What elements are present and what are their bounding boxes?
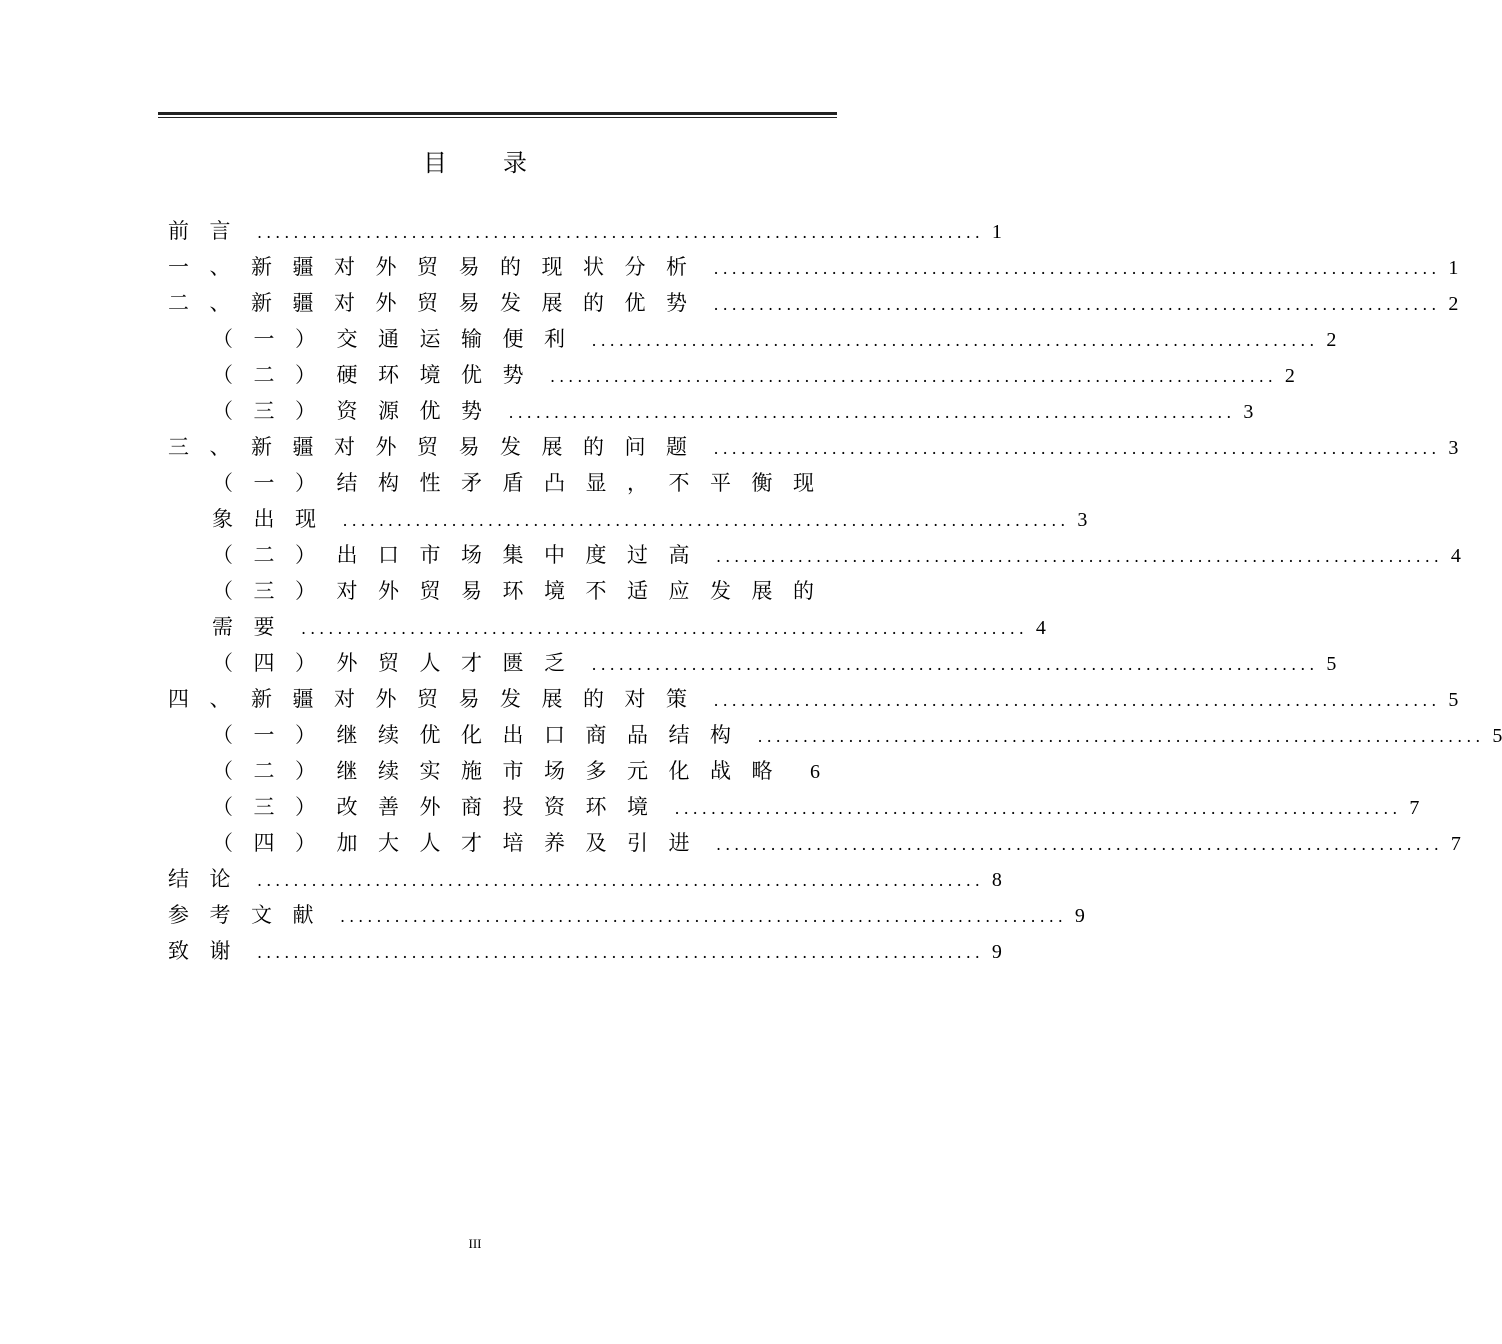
toc-entry-label: （二）继续实施市场多元化战略 xyxy=(212,759,793,783)
toc-entry-label: 一、新疆对外贸易的现状分析 xyxy=(168,255,708,279)
toc-entry-page: 5 xyxy=(1448,689,1459,711)
toc-leader-dots: ................................................................................ xyxy=(508,403,1236,422)
toc-entry[interactable] xyxy=(168,249,1459,285)
toc-entry-page: 7 xyxy=(1450,833,1461,855)
toc-leader-dots: ................................................................................ xyxy=(340,907,1067,926)
toc-entry[interactable] xyxy=(168,681,1459,717)
toc-entry-page: 9 xyxy=(1074,905,1085,927)
toc-entry-label: 三、新疆对外贸易发展的问题 xyxy=(168,435,708,459)
toc-entry-page: 2 xyxy=(1284,365,1295,387)
table-of-contents xyxy=(168,213,1502,969)
toc-entry[interactable] xyxy=(168,501,1088,537)
toc-leader-dots: ................................................................................ xyxy=(674,799,1402,818)
toc-entry-page: 3 xyxy=(1448,437,1459,459)
toc-entry-label: （一）交通运输便利 xyxy=(212,327,586,351)
toc-entry-label: （三）对外贸易环境不适应发展的 xyxy=(212,579,835,603)
toc-entry-page: 5 xyxy=(1326,653,1337,675)
toc-entry-label: 二、新疆对外贸易发展的优势 xyxy=(168,291,708,315)
toc-entry-label: （一）结构性矛盾凸显，不平衡现 xyxy=(212,471,835,495)
toc-leader-dots: ................................................................................ xyxy=(757,727,1485,746)
toc-leader-dots: ................................................................................ xyxy=(257,871,984,890)
toc-entry-page: 5 xyxy=(1492,725,1502,747)
toc-entry-label: （二）硬环境优势 xyxy=(212,363,544,387)
toc-entry-page: 3 xyxy=(1243,401,1254,423)
toc-leader-dots: ................................................................................ xyxy=(342,511,1070,530)
toc-entry[interactable] xyxy=(168,645,1337,681)
toc-entry[interactable] xyxy=(168,825,1461,861)
toc-entry-label: （一）继续优化出口商品结构 xyxy=(212,723,752,747)
toc-entry-label: 象出现 xyxy=(212,507,337,531)
toc-entry-page: 9 xyxy=(991,941,1002,963)
toc-entry[interactable] xyxy=(168,609,1046,645)
toc-entry-page: 1 xyxy=(1448,257,1459,279)
toc-entry-label: （四）外贸人才匮乏 xyxy=(212,651,586,675)
toc-leader-dots: ................................................................................ xyxy=(301,619,1028,638)
toc-entry-page: 2 xyxy=(1326,329,1337,351)
toc-entry-page: 3 xyxy=(1077,509,1088,531)
toc-leader-dots: ................................................................................ xyxy=(713,439,1441,458)
toc-leader-dots: ................................................................................ xyxy=(716,835,1443,854)
header-rule-thick xyxy=(158,112,837,115)
toc-entry-label: 参考文献 xyxy=(168,903,334,927)
toc-entry[interactable] xyxy=(168,357,1295,393)
toc-entry[interactable] xyxy=(168,285,1459,321)
toc-entry[interactable] xyxy=(168,573,835,609)
toc-leader-dots: ................................................................................ xyxy=(257,943,984,962)
toc-entry-page: 1 xyxy=(991,221,1002,243)
toc-entry-label: （四）加大人才培养及引进 xyxy=(212,831,710,855)
toc-entry-label: 致谢 xyxy=(168,939,251,963)
toc-entry-page: 2 xyxy=(1448,293,1459,315)
toc-entry-page: 6 xyxy=(810,761,820,783)
toc-entry-page: 4 xyxy=(1450,545,1461,567)
toc-entry[interactable] xyxy=(168,789,1420,825)
toc-entry[interactable] xyxy=(168,537,1461,573)
toc-entry-label: （三）资源优势 xyxy=(212,399,503,423)
toc-entry-label: （二）出口市场集中度过高 xyxy=(212,543,710,567)
toc-leader-dots: ................................................................................ xyxy=(713,295,1441,314)
toc-title: 目录 xyxy=(423,149,583,177)
toc-entry-label: 需要 xyxy=(212,615,295,639)
toc-entry[interactable] xyxy=(168,933,1002,969)
toc-entry[interactable] xyxy=(168,429,1459,465)
toc-entry[interactable] xyxy=(168,393,1254,429)
toc-entry[interactable] xyxy=(168,753,820,789)
toc-entry[interactable] xyxy=(168,321,1337,357)
toc-leader-dots: ................................................................................ xyxy=(713,259,1441,278)
toc-entry-label: 前言 xyxy=(168,219,251,243)
toc-entry-label: 结论 xyxy=(168,867,251,891)
toc-leader-dots: ................................................................................ xyxy=(713,691,1441,710)
toc-leader-dots: ................................................................................ xyxy=(591,331,1319,350)
toc-entry-label: （三）改善外商投资环境 xyxy=(212,795,669,819)
toc-entry[interactable] xyxy=(168,897,1085,933)
page-number: III xyxy=(468,1236,482,1251)
toc-entry[interactable] xyxy=(168,717,1502,753)
toc-leader-dots: ................................................................................ xyxy=(716,547,1443,566)
toc-entry[interactable] xyxy=(168,213,1002,249)
toc-entry-label: 四、新疆对外贸易发展的对策 xyxy=(168,687,708,711)
toc-leader-dots: ................................................................................ xyxy=(257,223,984,242)
toc-entry-page: 8 xyxy=(991,869,1002,891)
toc-leader-dots: ................................................................................ xyxy=(591,655,1319,674)
toc-entry-page: 4 xyxy=(1035,617,1046,639)
toc-entry[interactable] xyxy=(168,861,1002,897)
toc-leader-dots: ................................................................................ xyxy=(550,367,1277,386)
header-rule-thin xyxy=(158,117,837,118)
toc-entry-page: 7 xyxy=(1409,797,1420,819)
toc-entry[interactable] xyxy=(168,465,835,501)
